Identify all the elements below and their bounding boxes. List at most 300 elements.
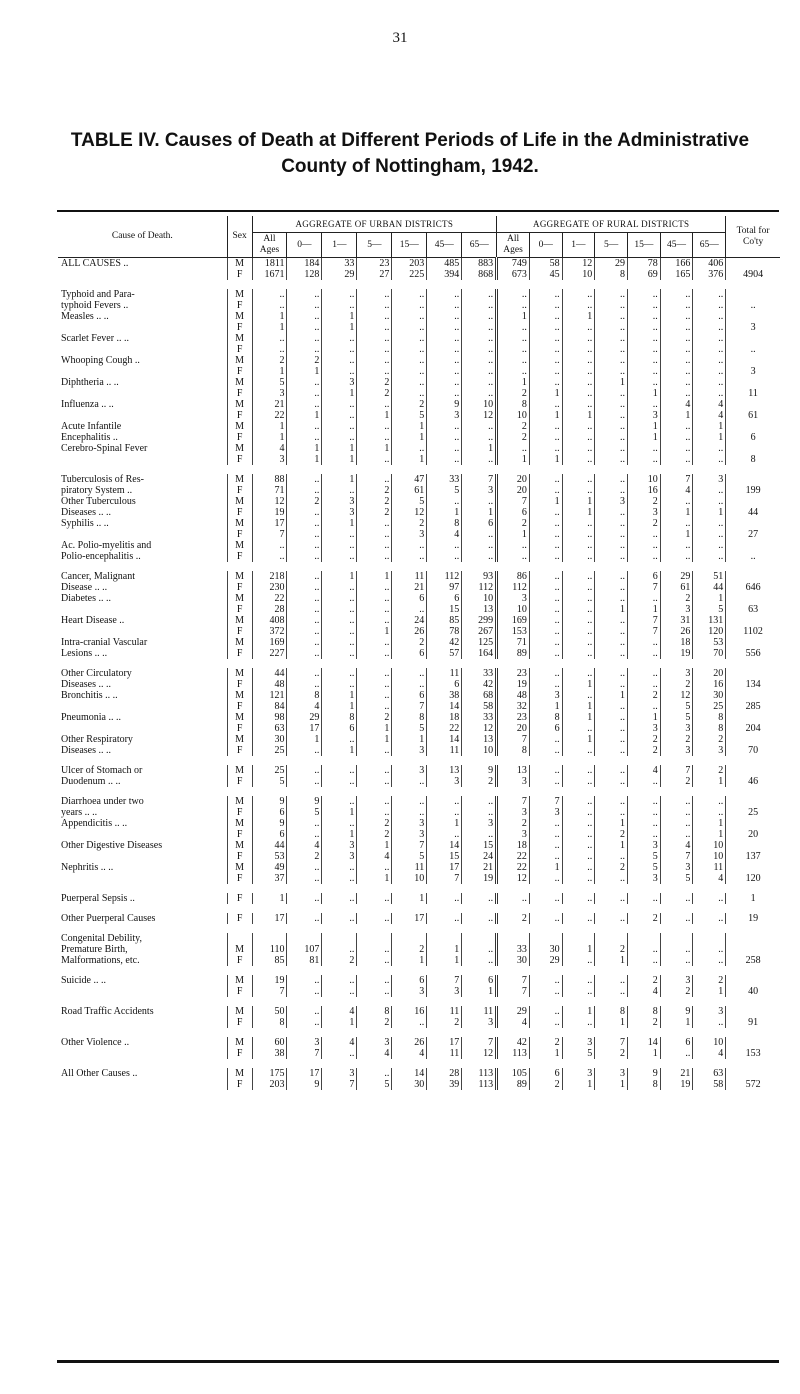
rural-cell: 7 — [497, 496, 530, 507]
urban-cell: 1 — [322, 454, 357, 465]
urban-cell: .. — [392, 388, 427, 399]
rural-cell: .. — [595, 776, 628, 787]
urban-cell: .. — [322, 626, 357, 637]
urban-cell: 47 — [392, 474, 427, 485]
urban-cell: .. — [322, 551, 357, 562]
urban-cell: 12 — [462, 410, 497, 421]
header-urban-age-45: 45— — [427, 233, 462, 258]
urban-cell: .. — [462, 496, 497, 507]
cause-cell: Other Violence .. — [61, 1037, 130, 1048]
spacer-row — [58, 1059, 780, 1068]
urban-cell: 1671 — [252, 269, 287, 280]
urban-cell: .. — [287, 388, 322, 399]
urban-cell: .. — [462, 300, 497, 311]
rural-cell: 4 — [693, 873, 726, 884]
urban-cell: .. — [322, 410, 357, 421]
rural-cell: 1 — [595, 690, 628, 701]
sex-cell: M — [227, 258, 252, 270]
urban-cell: 22 — [427, 723, 462, 734]
rural-cell: .. — [497, 366, 530, 377]
rural-cell: .. — [529, 745, 562, 756]
urban-cell: 48 — [252, 679, 287, 690]
rural-cell: .. — [595, 796, 628, 807]
urban-cell: .. — [427, 893, 462, 904]
cause-cell: Encephalitis .. — [61, 432, 118, 443]
rural-cell: 112 — [497, 582, 530, 593]
rural-cell: .. — [562, 745, 595, 756]
rural-cell: .. — [693, 355, 726, 366]
urban-cell: .. — [322, 796, 357, 807]
header-rural-age-5: 5— — [595, 233, 628, 258]
sex-cell: M — [227, 496, 252, 507]
rural-cell: .. — [529, 311, 562, 322]
rural-cell: .. — [595, 668, 628, 679]
urban-cell: 868 — [462, 269, 497, 280]
urban-cell: .. — [287, 604, 322, 615]
urban-cell: 128 — [287, 269, 322, 280]
sex-cell: F — [227, 1048, 252, 1059]
urban-cell: 7 — [287, 1048, 322, 1059]
urban-cell: .. — [322, 333, 357, 344]
sex-cell: M — [227, 1006, 252, 1017]
rural-cell: .. — [660, 344, 693, 355]
urban-cell: 3 — [322, 377, 357, 388]
table-row — [58, 518, 780, 529]
urban-cell: 1 — [427, 955, 462, 966]
rural-cell: .. — [497, 322, 530, 333]
rural-cell: .. — [627, 443, 660, 454]
urban-cell: .. — [392, 1017, 427, 1028]
urban-cell: 15 — [427, 851, 462, 862]
urban-cell: 14 — [427, 734, 462, 745]
table-row — [58, 933, 780, 944]
rural-cell: .. — [562, 986, 595, 997]
urban-cell: .. — [357, 1068, 392, 1079]
rural-cell: .. — [529, 840, 562, 851]
rural-cell: 1 — [595, 604, 628, 615]
spacer-cell — [58, 997, 780, 1006]
cause-cell: Disease .. .. — [61, 582, 108, 593]
urban-cell: .. — [322, 648, 357, 659]
table-row — [58, 399, 780, 410]
rural-cell: 1 — [627, 421, 660, 432]
rural-cell: 33 — [497, 944, 530, 955]
urban-cell: .. — [287, 668, 322, 679]
urban-cell: .. — [287, 873, 322, 884]
rural-cell: .. — [660, 796, 693, 807]
total-cell: 19 — [726, 913, 780, 924]
rural-cell: 16 — [693, 679, 726, 690]
rural-cell: 1 — [693, 432, 726, 443]
urban-cell — [462, 933, 497, 944]
table-row — [58, 604, 780, 615]
rural-cell: 5 — [627, 862, 660, 873]
sex-cell — [227, 933, 252, 944]
urban-cell: .. — [287, 474, 322, 485]
rural-cell: .. — [660, 333, 693, 344]
urban-cell: .. — [427, 333, 462, 344]
rural-cell: 53 — [693, 637, 726, 648]
urban-cell: .. — [357, 955, 392, 966]
urban-cell: 1 — [322, 474, 357, 485]
urban-cell: 7 — [392, 701, 427, 712]
cause-cell: Influenza .. .. — [61, 399, 114, 410]
rural-cell: 16 — [627, 485, 660, 496]
cause-cell — [58, 873, 227, 884]
rural-cell: .. — [529, 518, 562, 529]
rural-cell: .. — [660, 377, 693, 388]
urban-cell: 15 — [462, 840, 497, 851]
rural-cell: 3 — [497, 593, 530, 604]
urban-cell: 63 — [252, 723, 287, 734]
sex-cell: M — [227, 399, 252, 410]
urban-cell: 78 — [427, 626, 462, 637]
total-cell — [726, 289, 780, 300]
urban-cell: 1 — [322, 518, 357, 529]
table-row — [58, 829, 780, 840]
urban-cell: .. — [462, 829, 497, 840]
total-cell — [726, 975, 780, 986]
rural-cell: .. — [529, 615, 562, 626]
total-cell: 646 — [726, 582, 780, 593]
rural-cell: .. — [529, 507, 562, 518]
rural-cell: 1 — [595, 818, 628, 829]
rural-cell: 22 — [497, 851, 530, 862]
urban-cell: .. — [322, 975, 357, 986]
rural-cell: 1 — [595, 955, 628, 966]
urban-cell: 8 — [427, 518, 462, 529]
urban-cell: 5 — [252, 776, 287, 787]
urban-cell: 1 — [287, 366, 322, 377]
urban-cell: .. — [357, 529, 392, 540]
table-row — [58, 765, 780, 776]
table-row — [58, 443, 780, 454]
urban-cell: .. — [287, 745, 322, 756]
rural-cell: 3 — [497, 829, 530, 840]
rural-cell: 22 — [497, 862, 530, 873]
urban-cell: .. — [392, 333, 427, 344]
sex-cell: F — [227, 776, 252, 787]
table-row — [58, 648, 780, 659]
cause-cell: Lesions .. .. — [61, 648, 108, 659]
urban-cell: .. — [287, 300, 322, 311]
rural-cell: .. — [529, 668, 562, 679]
table-row — [58, 1037, 780, 1048]
rural-cell: .. — [627, 593, 660, 604]
urban-cell: .. — [287, 913, 322, 924]
rural-cell: 7 — [497, 796, 530, 807]
rural-cell: 8 — [497, 399, 530, 410]
rural-cell: 8 — [693, 712, 726, 723]
urban-cell: 1 — [392, 893, 427, 904]
sex-cell: M — [227, 443, 252, 454]
total-cell — [726, 615, 780, 626]
cause-cell — [58, 604, 227, 615]
total-cell: 572 — [726, 1079, 780, 1090]
rural-cell: .. — [595, 518, 628, 529]
urban-cell: 2 — [357, 485, 392, 496]
rural-cell: .. — [693, 796, 726, 807]
urban-cell: .. — [287, 485, 322, 496]
rural-cell: 2 — [660, 776, 693, 787]
spacer-row — [58, 787, 780, 796]
urban-cell: .. — [322, 776, 357, 787]
rural-cell: .. — [660, 496, 693, 507]
header-urban-age-5: 5— — [357, 233, 392, 258]
rural-cell: .. — [627, 701, 660, 712]
rural-cell: .. — [627, 344, 660, 355]
urban-cell: 7 — [322, 1079, 357, 1090]
rural-cell: .. — [562, 690, 595, 701]
sex-cell: M — [227, 637, 252, 648]
total-cell — [726, 840, 780, 851]
urban-cell: 6 — [392, 690, 427, 701]
rural-cell: 3 — [562, 1068, 595, 1079]
table-row — [58, 679, 780, 690]
urban-cell: 27 — [357, 269, 392, 280]
total-cell — [726, 1037, 780, 1048]
rural-cell: .. — [693, 344, 726, 355]
urban-cell: .. — [287, 377, 322, 388]
urban-cell: 9 — [252, 818, 287, 829]
rural-cell: .. — [693, 893, 726, 904]
total-cell: 70 — [726, 745, 780, 756]
cause-cell: Other Tuberculous — [61, 496, 136, 507]
urban-cell: 16 — [392, 1006, 427, 1017]
header-urban: AGGREGATE OF URBAN DISTRICTS — [252, 216, 497, 233]
urban-cell: .. — [287, 862, 322, 873]
rural-cell: .. — [627, 551, 660, 562]
cause-cell: Cerebro-Spinal Fever — [61, 443, 148, 454]
table-row — [58, 796, 780, 807]
urban-cell: .. — [427, 311, 462, 322]
rural-cell: 58 — [693, 1079, 726, 1090]
urban-cell: 25 — [252, 765, 287, 776]
rural-cell: .. — [562, 807, 595, 818]
urban-cell: 18 — [427, 712, 462, 723]
rural-cell: 1 — [562, 496, 595, 507]
rural-cell: 44 — [693, 582, 726, 593]
sex-cell: F — [227, 432, 252, 443]
mortality-table — [58, 216, 780, 1090]
table-row — [58, 474, 780, 485]
header-rural-age-45: 45— — [660, 233, 693, 258]
table-row — [58, 355, 780, 366]
urban-cell — [427, 933, 462, 944]
rural-cell: 12 — [497, 873, 530, 884]
urban-cell: 2 — [462, 776, 497, 787]
urban-cell: 4 — [392, 1048, 427, 1059]
rural-cell: .. — [660, 829, 693, 840]
cause-cell: Suicide .. .. — [61, 975, 106, 986]
rural-cell: 4 — [660, 485, 693, 496]
cause-cell: Syphilis .. .. — [61, 518, 109, 529]
rural-cell: .. — [627, 807, 660, 818]
urban-cell: .. — [462, 551, 497, 562]
rural-cell: 1 — [627, 1048, 660, 1059]
rural-cell: .. — [595, 986, 628, 997]
total-cell: 556 — [726, 648, 780, 659]
rural-cell: .. — [627, 289, 660, 300]
urban-cell: .. — [427, 289, 462, 300]
urban-cell: 1 — [427, 507, 462, 518]
rural-cell: 21 — [660, 1068, 693, 1079]
total-cell: 20 — [726, 829, 780, 840]
urban-cell: 1 — [322, 311, 357, 322]
rural-cell: .. — [497, 289, 530, 300]
urban-cell: 53 — [252, 851, 287, 862]
sex-cell: F — [227, 322, 252, 333]
table-row — [58, 300, 780, 311]
urban-cell: 3 — [322, 496, 357, 507]
rural-cell: 45 — [529, 269, 562, 280]
sex-cell: F — [227, 410, 252, 421]
rural-cell: .. — [627, 355, 660, 366]
urban-cell: .. — [287, 540, 322, 551]
total-cell: 3 — [726, 366, 780, 377]
spacer-row — [58, 904, 780, 913]
cause-cell: Pneumonia .. .. — [61, 712, 121, 723]
rural-cell — [497, 933, 530, 944]
rural-cell: 1 — [595, 1017, 628, 1028]
sex-cell: F — [227, 485, 252, 496]
total-cell — [726, 933, 780, 944]
rural-cell: .. — [595, 701, 628, 712]
sex-cell: F — [227, 529, 252, 540]
rural-cell: .. — [595, 366, 628, 377]
sex-cell: M — [227, 289, 252, 300]
urban-cell: .. — [462, 421, 497, 432]
rural-cell: 3 — [693, 745, 726, 756]
rural-cell: 1 — [595, 377, 628, 388]
table-row — [58, 366, 780, 377]
spacer-cell — [58, 1059, 780, 1068]
urban-cell: 17 — [427, 1037, 462, 1048]
rural-cell: 1 — [693, 593, 726, 604]
table-row — [58, 690, 780, 701]
rural-cell: 71 — [497, 637, 530, 648]
rural-cell: .. — [529, 355, 562, 366]
urban-cell: .. — [462, 355, 497, 366]
urban-cell: .. — [427, 540, 462, 551]
table-row — [58, 593, 780, 604]
rural-cell: .. — [529, 300, 562, 311]
header-urban-age-0: 0— — [287, 233, 322, 258]
rural-cell: 32 — [497, 701, 530, 712]
rural-cell: .. — [529, 366, 562, 377]
urban-cell: 2 — [357, 1017, 392, 1028]
urban-cell: 24 — [462, 851, 497, 862]
rural-cell: 2 — [497, 388, 530, 399]
rural-cell: 30 — [529, 944, 562, 955]
rural-cell: .. — [595, 355, 628, 366]
urban-cell: 2 — [357, 712, 392, 723]
cause-cell: Diseases .. .. — [61, 679, 111, 690]
rural-cell: 2 — [660, 679, 693, 690]
rural-cell: .. — [595, 311, 628, 322]
header-total: Total for Co'ty — [726, 216, 780, 258]
urban-cell: .. — [427, 454, 462, 465]
urban-cell: 22 — [252, 593, 287, 604]
urban-cell: .. — [427, 388, 462, 399]
urban-cell: 6 — [462, 518, 497, 529]
rural-cell: 1 — [562, 1006, 595, 1017]
rural-cell: 23 — [497, 712, 530, 723]
urban-cell: .. — [357, 893, 392, 904]
rural-cell: .. — [562, 723, 595, 734]
urban-cell: .. — [322, 485, 357, 496]
table-row — [58, 840, 780, 851]
urban-cell: .. — [287, 829, 322, 840]
table-row — [58, 893, 780, 904]
rural-cell: 7 — [627, 626, 660, 637]
table-row — [58, 862, 780, 873]
urban-cell: 30 — [392, 1079, 427, 1090]
rural-cell: 6 — [529, 723, 562, 734]
rural-cell: .. — [627, 300, 660, 311]
urban-cell: 2 — [392, 518, 427, 529]
rural-cell: 3 — [497, 776, 530, 787]
urban-cell: 85 — [427, 615, 462, 626]
rural-cell: 7 — [627, 615, 660, 626]
rural-cell: .. — [627, 529, 660, 540]
urban-cell: .. — [357, 540, 392, 551]
urban-cell: 1 — [462, 443, 497, 454]
rural-cell: .. — [562, 333, 595, 344]
table-row — [58, 1017, 780, 1028]
urban-cell: .. — [357, 432, 392, 443]
rural-cell: .. — [529, 377, 562, 388]
spacer-cell — [58, 966, 780, 975]
urban-cell: 5 — [357, 1079, 392, 1090]
urban-cell: 1 — [462, 507, 497, 518]
rural-cell: .. — [562, 818, 595, 829]
cause-cell — [58, 269, 227, 280]
urban-cell: 14 — [427, 701, 462, 712]
urban-cell — [252, 933, 287, 944]
rural-cell: 8 — [627, 1006, 660, 1017]
rural-cell: .. — [529, 529, 562, 540]
rural-cell: .. — [595, 913, 628, 924]
urban-cell: 17 — [287, 723, 322, 734]
urban-cell: 1 — [322, 807, 357, 818]
rural-cell: .. — [562, 975, 595, 986]
urban-cell: 49 — [252, 862, 287, 873]
cause-cell — [58, 1079, 227, 1090]
urban-cell: 9 — [252, 796, 287, 807]
total-cell — [726, 399, 780, 410]
rural-cell: .. — [693, 551, 726, 562]
rural-cell: 153 — [497, 626, 530, 637]
table-row — [58, 269, 780, 280]
rural-cell: 1 — [497, 454, 530, 465]
rural-cell: 20 — [497, 485, 530, 496]
urban-cell: 33 — [462, 712, 497, 723]
urban-cell: 3 — [322, 507, 357, 518]
rural-cell: .. — [595, 474, 628, 485]
urban-cell: 11 — [392, 571, 427, 582]
urban-cell: .. — [357, 518, 392, 529]
urban-cell: 4 — [287, 840, 322, 851]
urban-cell: 2 — [252, 355, 287, 366]
urban-cell: .. — [462, 322, 497, 333]
urban-cell: .. — [392, 344, 427, 355]
rural-cell: .. — [595, 582, 628, 593]
urban-cell: .. — [287, 1017, 322, 1028]
urban-cell: .. — [427, 355, 462, 366]
urban-cell: 3 — [392, 829, 427, 840]
total-cell: 285 — [726, 701, 780, 712]
